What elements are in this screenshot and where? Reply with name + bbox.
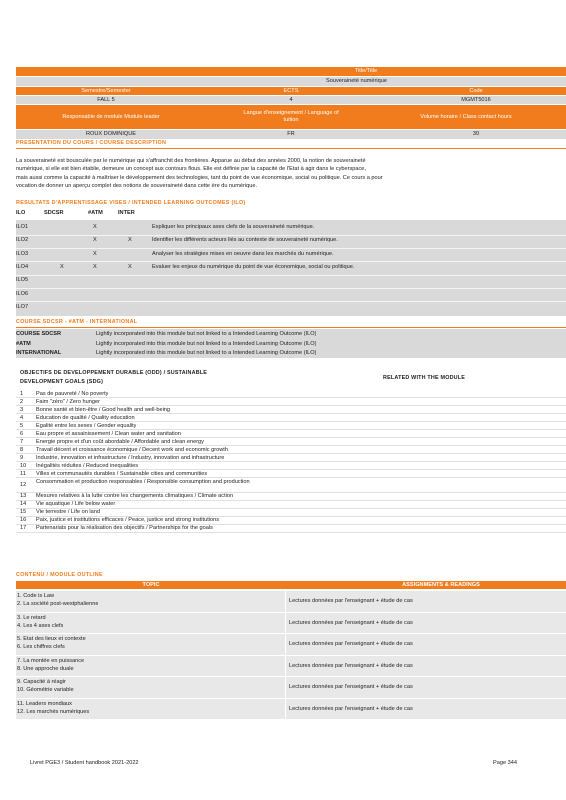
presentation-line: vocation de donner un aperçu complet des notions de souveraineté dans cette ère du numérique. <box>16 183 258 190</box>
dimension-row <box>16 330 566 339</box>
sdg-heading-1: OBJECTIFS DE DEVELOPPEMENT DURABLE (ODD) / SUSTAINABLE <box>20 370 208 376</box>
sdg-text: Paix, justice et institutions efficaces / Peace, justice and strong institutions <box>36 517 220 523</box>
content-topic-line: 11. Leaders mondiaux <box>17 700 72 707</box>
content-column-divider <box>285 699 286 720</box>
dimension-text: Lightly incorporated into this module but not linked to a Intended Learning Outcome (ILO) <box>96 331 317 337</box>
ilo-col-inter: INTER <box>118 210 135 216</box>
ilo-row <box>16 289 566 302</box>
dimension-name: INTERNATIONAL <box>16 350 62 356</box>
sdg-number: 2 <box>20 398 24 405</box>
dimensions-underline <box>16 327 566 328</box>
ilo-col-sdcsr: SDCSR <box>44 210 64 216</box>
ilo-row <box>16 275 566 288</box>
sdg-text: Bonne santé et bien-être / Good health and well-being <box>36 406 171 413</box>
content-column-divider <box>285 634 286 655</box>
responsible-value-bar <box>16 130 566 139</box>
sdg-related-label: RELATED WITH THE MODULE <box>383 375 466 381</box>
language-value: FR <box>287 131 295 137</box>
sdg-number: 4 <box>20 414 24 421</box>
dimension-text: Lightly incorporated into this module but not linked to a Intended Learning Outcome (ILO) <box>96 340 317 347</box>
content-topic-line: 9. Capacité à réagir <box>17 679 66 685</box>
dimensions-heading: COURSE SDCSR - #ATM - INTERNATIONAL <box>16 319 138 325</box>
dimension-row <box>16 340 566 349</box>
content-topic-line: 4. Les 4 axes clefs <box>17 622 64 629</box>
dimension-name: COURSE SDCSR <box>16 331 62 337</box>
ilo-column-headers <box>16 210 566 219</box>
sdg-number: 14 <box>20 501 27 507</box>
content-assign: Lectures données par l'enseignant + étude de cas <box>289 684 413 690</box>
dimension-row <box>16 349 566 358</box>
content-topic-line: 10. Géométrie variable <box>17 687 74 693</box>
semester-value-bar <box>16 96 566 104</box>
title-value: Souveraineté numérique <box>326 78 387 84</box>
responsible-header-bar <box>16 105 566 129</box>
sdg-text: Faim "zéro" / Zero hunger <box>36 398 100 405</box>
content-column-divider <box>285 656 286 677</box>
sdg-number: 7 <box>20 438 24 445</box>
footer-right: Page 344 <box>493 760 517 766</box>
sdg-text: Vie aquatique / Life below water <box>36 501 116 507</box>
ilo-row <box>16 235 566 248</box>
ilo-atm-mark: X <box>93 224 97 230</box>
ilo-id: ILO4 <box>16 263 29 270</box>
title-value-bar <box>16 77 566 86</box>
sdg-heading-2: DEVELOPMENT GOALS (SDG) <box>20 379 104 385</box>
ects-label: ECTS <box>283 88 299 94</box>
ilo-text: Analyser les stratégies mises en oeuvre dans les marchés du numérique. <box>152 250 334 257</box>
ilo-col-atm: #ATM <box>88 210 103 216</box>
presentation-underline <box>16 148 566 149</box>
content-assign: Lectures données par l'enseignant + étude de cas <box>289 598 413 604</box>
sdg-number: 8 <box>20 446 24 453</box>
ilo-text: Identifier les différents acteurs liés au contexte de souveraineté numérique. <box>152 237 338 244</box>
code-value: MGMT5016 <box>461 97 491 103</box>
content-topic-line: 8. Une approche duale <box>17 665 74 672</box>
presentation-line: mais aussi comme la capacité à maîtriser le développement des technologies, tant du point de vue économique, social ou politique. Ce cours a pour <box>16 174 383 181</box>
sdg-text: Egalité entre les sexes / Gender equality <box>36 422 137 429</box>
content-topic-line: 1. Code is Law <box>17 593 55 599</box>
sdg-number: 6 <box>20 430 24 437</box>
ilo-heading: RESULTATS D'APPRENTISSAGE VISES / INTENDED LEARNING OUTCOMES (ILO) <box>16 200 246 206</box>
ilo-id: ILO2 <box>16 237 29 244</box>
dimension-name: #ATM <box>16 340 31 347</box>
language-label: Langue d'enseignement / Language of tuition <box>243 110 339 123</box>
content-assign: Lectures données par l'enseignant + étude de cas <box>289 641 413 647</box>
sdg-row <box>16 478 566 492</box>
content-column-divider <box>285 677 286 698</box>
volume-value: 30 <box>472 131 480 137</box>
title-label-bar <box>16 67 566 76</box>
content-column-divider <box>285 591 286 612</box>
sdg-number: 13 <box>20 493 27 499</box>
sdg-text: Partenariats pour la réalisation des objectifs / Partnerships for the goals <box>36 525 213 531</box>
presentation-line: numérique, si elle est bien établie, demeure un concept aux contours flous. Elle est définie par la capacité de l'Etat à agir dans le cyberspace, <box>16 166 366 173</box>
ilo-row <box>16 249 566 262</box>
ilo-row <box>16 302 566 315</box>
content-header-bar <box>16 581 566 589</box>
ilo-row <box>16 262 566 275</box>
ilo-id: ILO7 <box>16 303 29 310</box>
sdg-text: Villes et communautés durables / Sustainable cities and communities <box>36 470 208 477</box>
ilo-id: ILO5 <box>16 277 29 284</box>
presentation-heading: PRESENTATION DU COURS / COURSE DESCRIPTION <box>16 140 167 146</box>
content-assign: Lectures données par l'enseignant + étude de cas <box>289 662 413 669</box>
responsible-label: Responsable de module Module leader <box>62 114 160 120</box>
ilo-atm-mark: X <box>93 250 97 257</box>
content-topic-line: 7. La montée en puissance <box>17 657 85 664</box>
footer-left: Livret PGE3 / Student handbook 2021-2022 <box>30 760 139 766</box>
sdg-text: Travail décent et croissance économique / Decent work and economic growth <box>36 446 228 453</box>
sdg-number: 12 <box>20 482 27 488</box>
ilo-col-ilo: ILO <box>16 210 26 216</box>
sdg-number: 3 <box>20 406 24 413</box>
semester-label: Semestre/Semester <box>81 88 131 94</box>
ilo-id: ILO1 <box>16 224 29 230</box>
sdg-number: 17 <box>20 525 27 531</box>
content-topic-line: 6. Les chiffres clefs <box>17 644 65 650</box>
content-assign-label: ASSIGNMENTS & READINGS <box>402 582 480 588</box>
ilo-sdcsr-mark: X <box>60 263 64 270</box>
content-topic-line: 3. Le retard <box>17 614 46 621</box>
ects-value: 4 <box>289 97 293 103</box>
content-column-divider <box>285 613 286 634</box>
sdg-text: Inégalités réduites / Reduced inequalities <box>36 462 138 469</box>
sdg-number: 10 <box>20 462 27 469</box>
content-topic-label: TOPIC <box>142 582 160 588</box>
sdg-text: Mesures relatives à la lutte contre les changements climatiques / Climate action <box>36 493 234 499</box>
responsible-value: ROUX DOMINIQUE <box>85 131 137 137</box>
ilo-atm-mark: X <box>93 237 97 244</box>
sdg-text: Industrie, innovation et infrastructure / Industry, innovation and infrastructure <box>36 454 225 461</box>
ilo-row <box>16 222 566 235</box>
ilo-text: Evaluer les enjeux du numérique du point de vue économique, social ou politique. <box>152 263 355 270</box>
sdg-number: 11 <box>20 470 26 477</box>
sdg-text: Education de qualité / Quality education <box>36 414 135 421</box>
sdg-text: Energie propre et d'un coût abordable / Affordable and clean energy <box>36 438 204 445</box>
ilo-id: ILO6 <box>16 290 29 297</box>
content-topic-line: 12. Les marchés numériques <box>17 708 90 715</box>
sdg-row-divider <box>16 532 566 533</box>
ilo-inter-mark: X <box>128 263 132 270</box>
title-label: Title/Title <box>354 68 378 74</box>
presentation-line: La souveraineté est bousculée par le numérique qui s'affranchit des frontières. Apparue au début des années 2000, la notion de souveraineté <box>16 158 366 164</box>
sdg-number: 9 <box>20 454 24 461</box>
sdg-number: 16 <box>20 517 27 523</box>
content-topic-line: 5. Etat des lieux et contexte <box>17 636 86 642</box>
content-heading: CONTENU / MODULE OUTLINE <box>16 572 103 578</box>
sdg-number: 5 <box>20 422 24 429</box>
sdg-text: Consommation et production responsables / Responsible consumption and production <box>36 478 250 485</box>
sdg-text: Eau propre et assainissement / Clean water and sanitation <box>36 430 181 437</box>
presentation-text <box>16 157 566 191</box>
volume-label: Volume horaire / Class contact hours <box>420 114 512 120</box>
content-assign: Lectures données par l'enseignant + étude de cas <box>289 619 413 626</box>
ilo-inter-mark: X <box>128 237 132 244</box>
content-topic-line: 2. La société post-westphalienne <box>17 601 99 607</box>
ilo-atm-mark: X <box>93 263 97 270</box>
ilo-text: Expliquer les principaux axes clefs de la souveraineté numérique. <box>152 224 315 230</box>
dimension-text: Lightly incorporated into this module but not linked to a Intended Learning Outcome (ILO) <box>96 350 317 356</box>
sdg-text: Vie terrestre / Life on land <box>36 509 100 515</box>
content-assign: Lectures données par l'enseignant + étude de cas <box>289 705 413 712</box>
sdg-number: 15 <box>20 509 27 515</box>
sdg-text: Pas de pauvreté / No poverty <box>36 390 109 397</box>
sdg-number: 1 <box>20 390 24 397</box>
ilo-id: ILO3 <box>16 250 29 257</box>
semester-value: FALL 5 <box>97 97 115 103</box>
semester-header-bar <box>16 87 566 95</box>
code-label: Code <box>469 88 483 94</box>
